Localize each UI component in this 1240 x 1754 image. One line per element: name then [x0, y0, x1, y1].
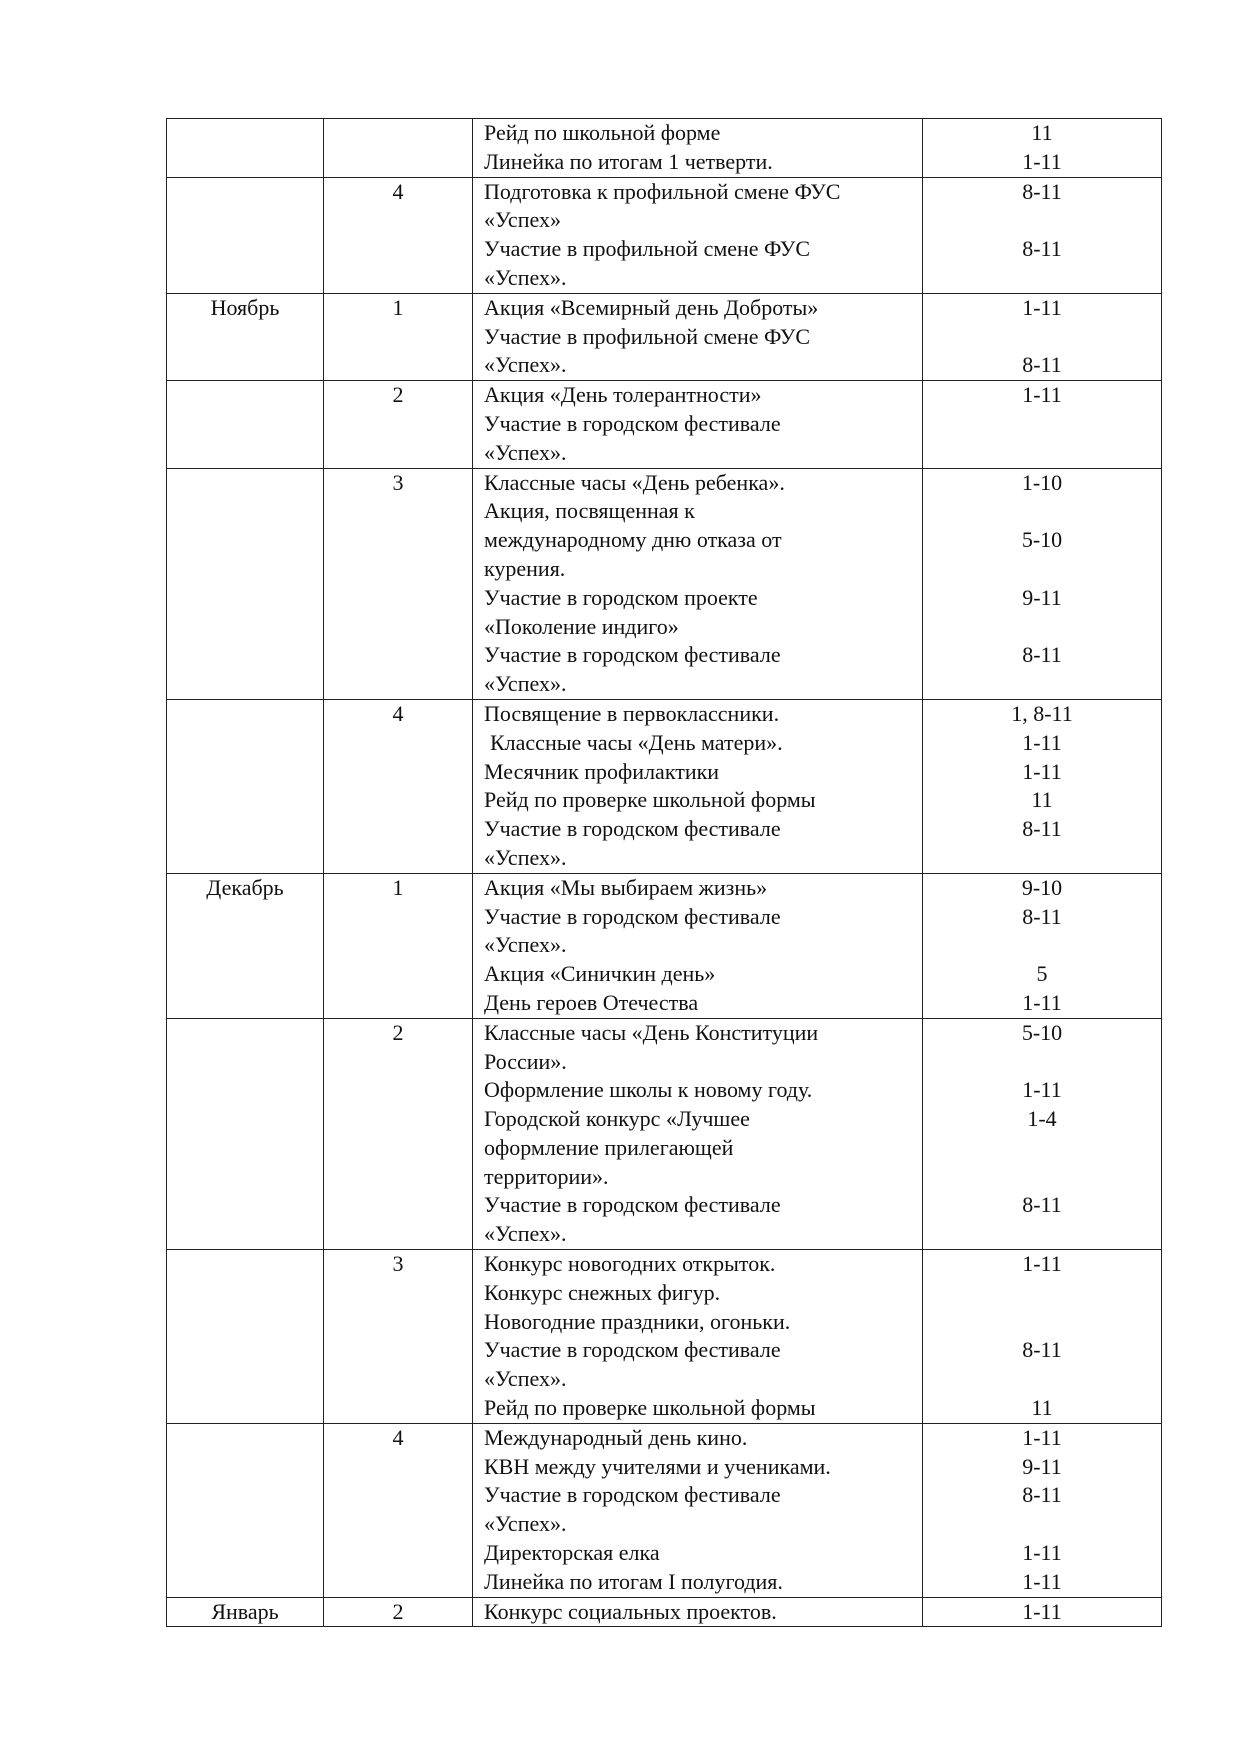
event-line: Месячник профилактики: [484, 758, 720, 784]
month-label: [167, 700, 323, 729]
month-label: [167, 178, 323, 207]
grade-value: 1-4: [1027, 1106, 1057, 1132]
event-line: «Успех».: [484, 932, 567, 958]
event-line: «Успех».: [484, 264, 567, 290]
grade-value: 1-11: [1022, 1598, 1062, 1624]
month-cell: [167, 1250, 324, 1424]
event-line: «Успех».: [484, 844, 567, 870]
week-number: 1: [392, 874, 404, 900]
event-line: «Успех».: [484, 439, 567, 465]
events-cell: [473, 699, 923, 873]
month-cell: [167, 1423, 324, 1597]
week-number: [324, 119, 472, 148]
month-cell: [167, 699, 324, 873]
event-line: Участие в городском фестивале: [484, 1192, 781, 1218]
week-number: 3: [392, 469, 404, 495]
events-cell: [473, 468, 923, 699]
week-number: 2: [392, 1598, 404, 1624]
grade-value: 5-10: [1021, 527, 1063, 553]
week-cell: [324, 293, 473, 380]
grade-value: [923, 323, 1161, 352]
event-line: Классные часы «День матери».: [490, 729, 783, 755]
month-cell: [167, 381, 324, 468]
table-row: [167, 873, 1162, 1018]
month-label: [167, 1250, 323, 1279]
month-label: [167, 469, 323, 498]
event-line: Участие в городском фестивале: [484, 1337, 781, 1363]
grade-value: 1-11: [1022, 1568, 1062, 1594]
week-number: 2: [392, 382, 404, 408]
grade-value: 1-11: [1022, 1251, 1062, 1277]
event-line: Акция, посвященная к: [484, 498, 695, 524]
grades-cell: [923, 381, 1162, 468]
week-cell: [324, 1423, 473, 1597]
grade-value: [923, 555, 1161, 584]
event-line: территории».: [484, 1163, 609, 1189]
grade-value: 5-10: [1021, 1019, 1063, 1045]
events-cell: [473, 873, 923, 1018]
week-cell: [324, 699, 473, 873]
grade-value: [923, 613, 1161, 642]
month-label: Ноябрь: [210, 294, 280, 320]
grade-value: 9-11: [1022, 1453, 1062, 1479]
grade-value: 8-11: [1022, 1482, 1062, 1508]
grade-value: 1-10: [1021, 469, 1063, 495]
week-cell: [324, 1250, 473, 1424]
grade-value: 8-11: [1022, 642, 1062, 668]
event-line: «Успех»: [484, 207, 561, 233]
event-line: «Поколение индиго»: [484, 613, 679, 639]
grades-cell: [923, 1423, 1162, 1597]
grade-value: 1-11: [1022, 1540, 1062, 1566]
grade-value: 11: [1031, 787, 1053, 813]
event-line: международному дню отказа от: [484, 527, 782, 553]
event-line: оформление прилегающей: [484, 1134, 734, 1160]
week-cell: [324, 1597, 473, 1627]
week-cell: [324, 177, 473, 293]
table-row: [167, 1018, 1162, 1249]
table-row: [167, 699, 1162, 873]
month-label: [167, 381, 323, 410]
month-label: [167, 1019, 323, 1048]
grade-value: 8-11: [1022, 178, 1062, 204]
event-line: Классные часы «День ребенка».: [484, 469, 785, 495]
event-line: Оформление школы к новому году.: [484, 1077, 813, 1103]
event-line: Акция «Мы выбираем жизнь»: [484, 874, 768, 900]
event-line: Участие в профильной смене ФУС: [484, 323, 811, 349]
grade-value: 8-11: [1022, 236, 1062, 262]
event-line: Участие в профильной смене ФУС: [484, 236, 811, 262]
grades-cell: [923, 1018, 1162, 1249]
event-line: Конкурс новогодних открыток.: [484, 1251, 776, 1277]
grade-value: 1-11: [1022, 382, 1062, 408]
grade-value: [923, 206, 1161, 235]
event-line: «Успех».: [484, 1366, 567, 1392]
grade-value: [923, 1510, 1161, 1539]
events-cell: [473, 293, 923, 380]
month-cell: [167, 1018, 324, 1249]
grades-cell: [923, 1597, 1162, 1627]
event-line: «Успех».: [484, 671, 567, 697]
month-cell: [167, 1597, 324, 1627]
event-line: Акция «Синичкин день»: [484, 961, 716, 987]
week-number: 4: [392, 1424, 404, 1450]
grade-value: 1-11: [1022, 758, 1062, 784]
events-cell: [473, 1597, 923, 1627]
table-row: [167, 293, 1162, 380]
grade-value: [923, 1308, 1161, 1337]
event-line: Рейд по проверке школьной формы: [484, 787, 816, 813]
grade-value: [923, 264, 1161, 293]
events-cell: [473, 119, 923, 178]
week-cell: [324, 873, 473, 1018]
month-label: Декабрь: [206, 874, 284, 900]
event-line: «Успех».: [484, 352, 567, 378]
grade-value: [923, 1220, 1161, 1249]
grade-value: [923, 931, 1161, 960]
week-cell: [324, 381, 473, 468]
grade-value: [923, 497, 1161, 526]
grade-value: 1-11: [1022, 294, 1062, 320]
week-number: 4: [392, 178, 404, 204]
event-line: Линейка по итогам I полугодия.: [484, 1568, 783, 1594]
event-line: Участие в городском фестивале: [484, 903, 781, 929]
event-line: Участие в городском фестивале: [484, 816, 781, 842]
events-cell: [473, 1250, 923, 1424]
grades-cell: [923, 699, 1162, 873]
month-cell: [167, 873, 324, 1018]
month-cell: [167, 119, 324, 178]
event-line: «Успех».: [484, 1511, 567, 1537]
month-label: [167, 1424, 323, 1453]
week-number: 3: [392, 1251, 404, 1277]
grade-value: 8-11: [1022, 1337, 1062, 1363]
grade-value: [923, 1134, 1161, 1163]
event-line: Международный день кино.: [484, 1424, 748, 1450]
grade-value: 11: [1031, 1395, 1053, 1421]
grades-cell: [923, 873, 1162, 1018]
grade-value: 1-11: [1022, 1077, 1062, 1103]
grade-value: 8-11: [1022, 816, 1062, 842]
event-line: курения.: [484, 555, 566, 581]
week-cell: [324, 1018, 473, 1249]
grade-value: [923, 1048, 1161, 1077]
event-line: Классные часы «День Конституции: [484, 1019, 819, 1045]
event-line: Конкурс социальных проектов.: [484, 1598, 777, 1624]
events-cell: [473, 1423, 923, 1597]
event-line: Линейка по итогам 1 четверти.: [484, 148, 773, 174]
week-cell: [324, 119, 473, 178]
grade-value: 9-11: [1022, 584, 1062, 610]
event-line: «Успех».: [484, 1221, 567, 1247]
table-row: [167, 1250, 1162, 1424]
month-label: [167, 119, 323, 148]
grades-cell: [923, 468, 1162, 699]
week-number: 1: [392, 294, 404, 320]
grade-value: 1-11: [1022, 148, 1062, 174]
grade-value: 1-11: [1022, 1424, 1062, 1450]
grade-value: [923, 1365, 1161, 1394]
grade-value: 8-11: [1022, 903, 1062, 929]
event-line: Акция «День толерантности»: [484, 382, 762, 408]
table-row: [167, 177, 1162, 293]
events-cell: [473, 177, 923, 293]
event-line: Посвящение в первоклассники.: [484, 700, 780, 726]
event-line: Рейд по школьной форме: [484, 120, 721, 145]
table-row: [167, 381, 1162, 468]
event-line: Конкурс снежных фигур.: [484, 1279, 721, 1305]
table-row: [167, 1423, 1162, 1597]
table-row: [167, 119, 1162, 178]
grade-value: 1-11: [1022, 729, 1062, 755]
plan-table: [166, 118, 1162, 1627]
grades-cell: [923, 119, 1162, 178]
events-cell: [473, 1018, 923, 1249]
grades-cell: [923, 293, 1162, 380]
month-cell: [167, 177, 324, 293]
event-line: День героев Отечества: [484, 989, 699, 1015]
grade-value: [923, 1163, 1161, 1192]
event-line: Участие в городском фестивале: [484, 642, 781, 668]
grades-cell: [923, 1250, 1162, 1424]
events-cell: [473, 381, 923, 468]
event-line: Участие в городском проекте: [484, 584, 758, 610]
grade-value: 5: [1036, 961, 1048, 987]
event-line: Акция «Всемирный день Доброты»: [484, 294, 819, 320]
month-label: Январь: [211, 1598, 279, 1624]
grade-value: 8-11: [1022, 1192, 1062, 1218]
month-cell: [167, 468, 324, 699]
event-line: Директорская елка: [484, 1540, 660, 1566]
grade-value: 1-11: [1022, 989, 1062, 1015]
grade-value: [923, 410, 1161, 439]
week-number: 2: [392, 1019, 404, 1045]
event-line: Участие в городском фестивале: [484, 1482, 781, 1508]
grade-value: [923, 670, 1161, 699]
event-line: Участие в городском фестивале: [484, 410, 781, 436]
week-cell: [324, 468, 473, 699]
grade-value: [923, 844, 1161, 873]
event-line: Новогодние праздники, огоньки.: [484, 1308, 791, 1334]
event-line: России».: [484, 1048, 567, 1074]
event-line: Городской конкурс «Лучшее: [484, 1106, 750, 1132]
table-row: [167, 468, 1162, 699]
grade-value: 1, 8-11: [1011, 700, 1073, 726]
grade-value: 8-11: [1022, 352, 1062, 378]
grades-cell: [923, 177, 1162, 293]
grade-value: [923, 1279, 1161, 1308]
week-number: 4: [392, 700, 404, 726]
grade-value: [923, 439, 1161, 468]
event-line: Подготовка к профильной смене ФУС: [484, 178, 841, 204]
grade-value: 11: [1031, 120, 1053, 145]
event-line: Рейд по проверке школьной формы: [484, 1395, 816, 1421]
month-cell: [167, 293, 324, 380]
grade-value: 9-10: [1021, 874, 1063, 900]
table-row: [167, 1597, 1162, 1627]
event-line: КВН между учителями и учениками.: [484, 1453, 831, 1479]
